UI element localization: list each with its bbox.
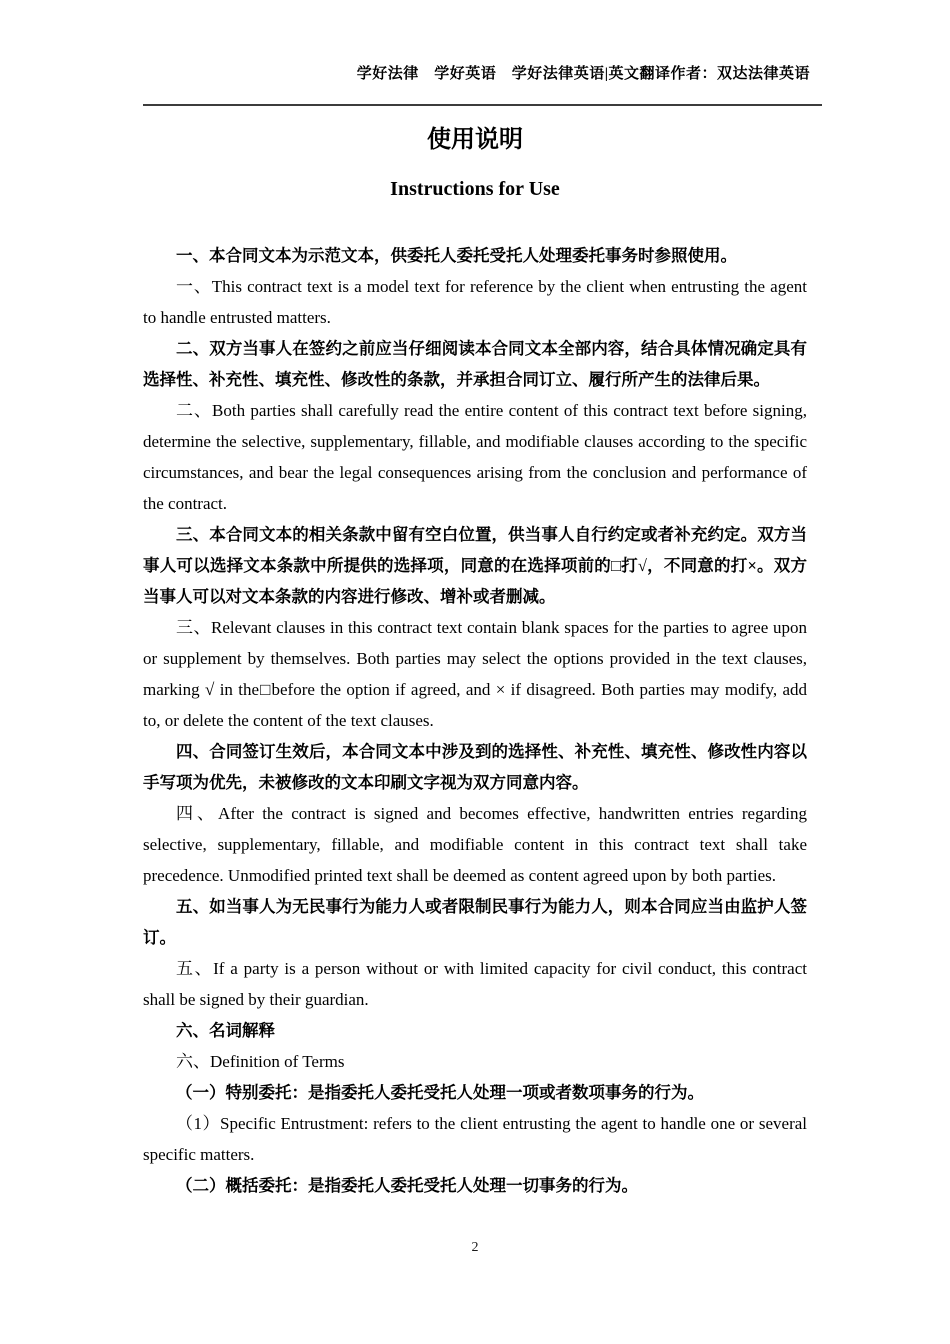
definition-2-zh: （二）概括委托：是指委托人委托受托人处理一切事务的行为。	[176, 1176, 638, 1195]
para-2-en: 二、Both parties shall carefully read the entire content of this contract text before signing, determine the selective, supplementary, fillable, and modifiable clauses according to the specific circumstances, and bear the legal consequences arising from the conclusion and performance of the contract.	[143, 401, 807, 513]
header-divider-rule	[143, 104, 822, 106]
page-title-zh: 使用说明	[427, 127, 523, 153]
para-1-zh: 一、本合同文本为示范文本，供委托人委托受托人处理委托事务时参照使用。	[176, 246, 737, 265]
definition-1-en: （1）Specific Entrustment: refers to the client entrusting the agent to handle one or several specific matters.	[143, 1114, 807, 1164]
para-5-en: 五、If a party is a person without or with limited capacity for civil conduct, this contract shall be signed by their guardian.	[143, 959, 807, 1009]
para-3-en: 三、Relevant clauses in this contract text contain blank spaces for the parties to agree upon or supplement by themselves. Both parties may select the options provided in the text clauses, marking √ in the□before the option if agreed, and × if disagreed. Both parties may modify, add to, or delete the content of the text clauses.	[143, 618, 807, 730]
page-title-en: Instructions for Use	[390, 178, 560, 200]
para-5-zh: 五、如当事人为无民事行为能力人或者限制民事行为能力人，则本合同应当由监护人签订。	[143, 897, 807, 947]
heading-definitions-en: 六、Definition of Terms	[176, 1052, 345, 1071]
para-1-en: 一、This contract text is a model text for reference by the client when entrusting the agent to handle entrusted matters.	[143, 277, 807, 327]
para-2-zh: 二、双方当事人在签约之前应当仔细阅读本合同文本全部内容，结合具体情况确定具有选择性、补充性、填充性、修改性的条款，并承担合同订立、履行所产生的法律后果。	[143, 339, 807, 389]
para-3-zh: 三、本合同文本的相关条款中留有空白位置，供当事人自行约定或者补充约定。双方当事人可以选择文本条款中所提供的选择项，同意的在选择项前的□打√，不同意的打×。双方当事人可以对文本条款的内容进行修改、增补或者删减。	[143, 525, 807, 606]
para-4-en: 四、After the contract is signed and becomes effective, handwritten entries regarding selective, supplementary, fillable, and modifiable content in this contract text shall take precedence. Unmodified printed text shall be deemed as content agreed upon by both parties.	[143, 804, 807, 885]
heading-definitions-zh: 六、名词解释	[176, 1021, 275, 1040]
header-credit-line: 学好法律 学好英语 学好法律英语|英文翻译作者：双达法律英语	[356, 66, 810, 82]
document-body	[143, 240, 807, 1201]
definition-1-zh: （一）特别委托：是指委托人委托受托人处理一项或者数项事务的行为。	[176, 1083, 704, 1102]
page-number: 2	[471, 1240, 479, 1255]
para-4-zh: 四、合同签订生效后，本合同文本中涉及到的选择性、补充性、填充性、修改性内容以手写项为优先，未被修改的文本印刷文字视为双方同意内容。	[143, 742, 807, 792]
